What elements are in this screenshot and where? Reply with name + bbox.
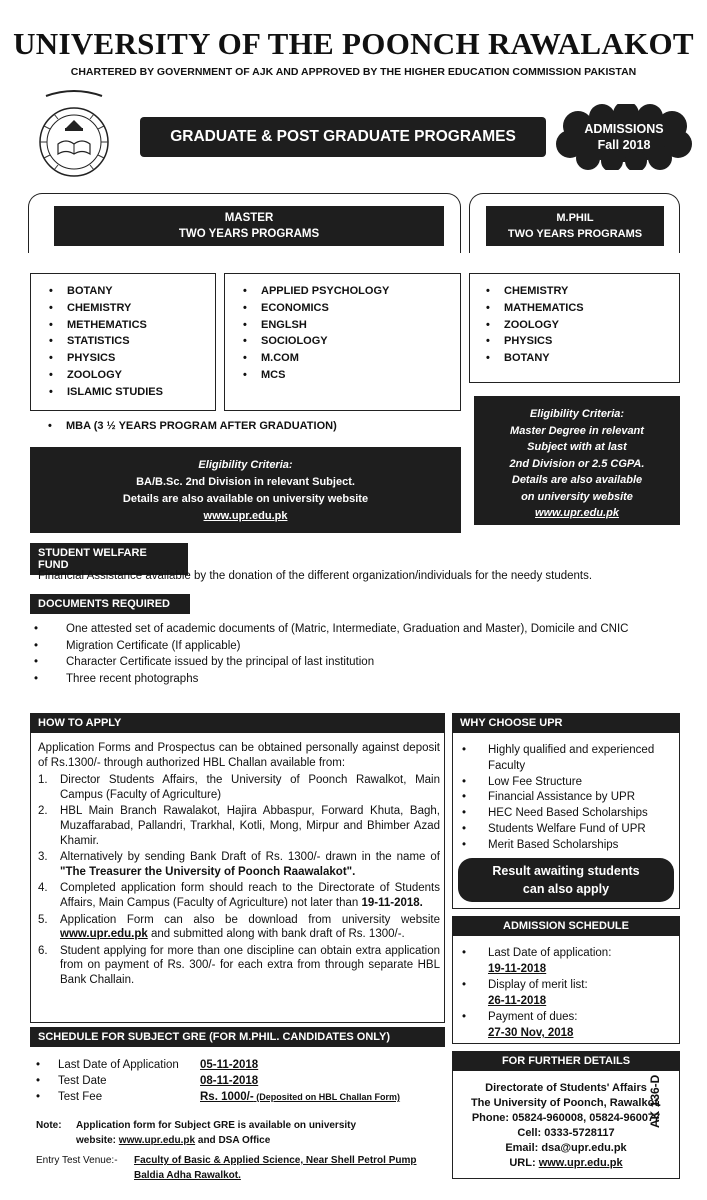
why-upr-heading: WHY CHOOSE UPR [452,713,680,733]
list-item: • ISLAMIC STUDIES [45,384,215,401]
gre-fee-note: (Deposited on HBL Challan Form) [253,1092,401,1102]
step-number: 1. [38,774,48,787]
gre-row-value: 08-11-2018 [200,1075,259,1087]
result-line1: Result awaiting students [492,864,640,878]
mphil-eligibility-line: on university website [521,490,633,503]
venue-label: Entry Test Venue:- [36,1155,118,1166]
step-text: Alternatively by sending Bank Draft of Rs. 1300/- drawn in the name of [60,851,440,864]
list-item: • Students Welfare Fund of UPR [458,822,668,838]
note-line: website: [76,1135,119,1146]
master-eligibility-line2: Details are also available on university website [122,493,369,505]
contact-details [452,1081,680,1171]
note-website-link[interactable]: www.upr.edu.pk [118,1135,196,1146]
list-item: • ZOOLOGY [482,317,679,334]
contact-url[interactable]: www.upr.edu.pk [538,1157,623,1169]
gre-row: • Test Date 08-11-2018 [36,1075,259,1087]
list-item [38,773,440,802]
list-item: • PHYSICS [45,350,215,367]
note-line: Application form for Subject GRE is available on university [76,1120,357,1131]
admissions-label: ADMISSIONS [584,122,664,136]
contact-phone: Phone: 05824-960008, 05824-960077 [471,1112,661,1124]
contact-heading: FOR FURTHER DETAILS [452,1051,680,1071]
step-text: Student applying for more than one discipline can obtain extra application from on payment of Rs. 300/- for each extra from through separate HBL Bank Challain. [60,944,440,986]
university-logo [32,88,116,186]
list-item: • METHEMATICS [45,317,215,334]
list-item: • BOTANY [482,350,679,367]
list-item: • MCS [239,367,460,384]
result-line2: can also apply [522,882,610,896]
list-item: • Low Fee Structure [458,775,668,791]
list-item [458,977,673,1009]
welfare-text: Financial Assistance available by the donation of the different organization/individuals for the needy students. [38,570,593,582]
step-text: Completed application form should reach to the Directorate of Students Affairs, Main Campus (Faculty of Agriculture) not later than [60,882,440,909]
mphil-eligibility-line: Details are also available [511,474,643,486]
mphil-eligibility-line: Subject with at last [527,441,627,453]
list-item: • Merit Based Scholarships [458,838,668,854]
contact-line: The University of Poonch, Rawalkot. [470,1097,662,1109]
test-venue [36,1153,456,1183]
master-eligibility-url[interactable]: www.upr.edu.pk [203,510,288,522]
list-item: • PHYSICS [482,333,679,350]
mphil-eligibility-title: Eligibility Criteria: [529,408,625,420]
master-title [54,206,444,246]
schedule-label: • Last Date of application: [488,947,612,959]
gre-row-label: Last Date of Application [58,1059,179,1071]
list-item: • BOTANY [45,283,215,300]
admission-schedule-heading: ADMISSION SCHEDULE [452,916,680,936]
gre-schedule [30,1057,450,1105]
mphil-title-line2: TWO YEARS PROGRAMS [507,228,643,240]
page-subtitle: CHARTERED BY GOVERNMENT OF AJK AND APPROVED BY THE HIGHER EDUCATION COMMISSION PAKISTAN [70,66,637,78]
mphil-eligibility-line: Master Degree in relevant [510,424,644,437]
ad-code: AK 136-D [648,1074,662,1128]
gre-row-label: Test Date [58,1075,107,1087]
list-item: • ECONOMICS [239,300,460,317]
list-item: • STATISTICS [45,333,215,350]
welfare-heading: STUDENT WELFARE FUND [30,543,188,575]
schedule-label: • Display of merit list: [488,979,588,991]
mphil-eligibility-url[interactable]: www.upr.edu.pk [535,507,619,519]
list-item [38,804,440,848]
step-text: Application Form can also be download from university website [60,913,440,926]
how-to-apply-heading: HOW TO APPLY [30,713,445,733]
gre-heading: SCHEDULE FOR SUBJECT GRE (FOR M.PHIL. CANDIDATES ONLY) [30,1027,445,1047]
master-eligibility [30,447,461,533]
venue-line: Baldia Adha Rawalkot. [134,1170,241,1181]
list-item: • SOCIOLOGY [239,333,460,350]
mphil-eligibility-line: 2nd Division or 2.5 CGPA. [509,457,645,470]
list-item: • MATHEMATICS [482,300,679,317]
page-title: UNIVERSITY OF THE POONCH RAWALAKOT [13,26,694,61]
admissions-session: Fall 2018 [597,138,651,152]
list-item: • Highly qualified and experienced Faculty [458,743,668,775]
book-icon [58,141,90,154]
mphil-eligibility [474,396,680,525]
website-link[interactable]: www.upr.edu.pk [60,928,148,941]
contact-line: Directorate of Students' Affairs [485,1082,647,1094]
gre-note [36,1118,436,1148]
schedule-date: 27-30 Nov, 2018 [488,1027,574,1039]
mphil-subjects-box [469,273,680,383]
master-subjects-box-1 [30,273,216,411]
step-text: HBL Main Branch Rawalakot, Hajira Abbaspur, Forward Khuta, Bagh, Muzaffarabad, Pallandri, Trarkhal, Kotli, Mong, Mirpur and Bhimber Azad Khamir. [60,805,440,847]
banner-text: GRADUATE & POST GRADUATE PROGRAMES [170,128,516,145]
list-item [458,945,673,977]
documents-heading: DOCUMENTS REQUIRED [30,594,190,614]
step-text: and submitted along with bank draft of Rs. 1300/-. [147,928,405,941]
how-to-apply-intro: Application Forms and Prospectus can be obtained personally against deposit of Rs.1300/- through authorized HBL Challan available from: [38,742,440,769]
list-item: • Three recent photographs [30,671,660,688]
gre-row-value: Rs. 1000/- [200,1091,254,1103]
list-item: • CHEMISTRY [45,300,215,317]
contact-cell: Cell: 0333-5728117 [517,1127,615,1139]
list-item: • Character Certificate issued by the principal of last institution [30,654,660,671]
gre-row-label: Test Fee [58,1091,103,1103]
venue-line: Faculty of Basic & Applied Science, Near Shell Petrol Pump [134,1155,417,1166]
note-label: Note: [36,1120,62,1131]
treasurer-name: "The Treasurer the University of Poonch Raawalakot". [60,865,356,878]
master-eligibility-line1: BA/B.Sc. 2nd Division in relevant Subject. [136,476,355,488]
mphil-title-line1: M.PHIL [556,212,594,224]
deadline-date: 19-11-2018. [361,896,423,909]
list-item [458,1009,673,1041]
master-subjects-box-2 [224,273,461,411]
gre-row-value: 05-11-2018 [200,1059,259,1071]
contact-url-label: URL: [509,1157,539,1169]
gre-row: • Test Fee Rs. 1000/- (Deposited on HBL Challan Form) [36,1091,401,1103]
how-to-apply-content [38,741,440,988]
list-item: • HEC Need Based Scholarships [458,806,668,822]
list-item: • ZOOLOGY [45,367,215,384]
list-item [38,850,440,879]
step-text: Director Students Affairs, the University of Poonch Rawalkot, Main Campus (Faculty of Agriculture) [60,774,440,801]
result-awaiting-badge [458,858,674,902]
list-item: • APPLIED PSYCHOLOGY [239,283,460,300]
gre-row: • Last Date of Application 05-11-2018 [36,1059,259,1071]
list-item: • M.COM [239,350,460,367]
programs-banner [140,117,546,157]
step-number: 3. [38,851,48,864]
list-item [38,913,440,942]
list-item: • Migration Certificate (If applicable) [30,638,660,655]
list-item: • ENGLSH [239,317,460,334]
schedule-label: • Payment of dues: [488,1011,578,1023]
schedule-date: 19-11-2018 [488,963,547,975]
step-number: 5. [38,913,48,926]
master-eligibility-title: Eligibility Criteria: [198,459,293,471]
step-number: 4. [38,882,48,895]
list-item: • CHEMISTRY [482,283,679,300]
note-line: and DSA Office [195,1135,271,1146]
schedule-date: 26-11-2018 [488,995,547,1007]
contact-email[interactable]: Email: dsa@upr.edu.pk [505,1142,627,1154]
master-title-line1: MASTER [224,212,274,224]
step-number: 6. [38,944,48,957]
mba-program: • MBA (3 ½ YEARS PROGRAM AFTER GRADUATION) [44,420,444,432]
mphil-title [486,206,664,246]
master-title-line2: TWO YEARS PROGRAMS [178,228,320,240]
list-item: • One attested set of academic documents of (Matric, Intermediate, Graduation and Master), Domicile and CNIC [30,621,660,638]
list-item [38,881,440,910]
list-item [38,944,440,988]
step-number: 2. [38,805,48,818]
admissions-badge [556,104,692,170]
list-item: • Financial Assistance by UPR [458,790,668,806]
